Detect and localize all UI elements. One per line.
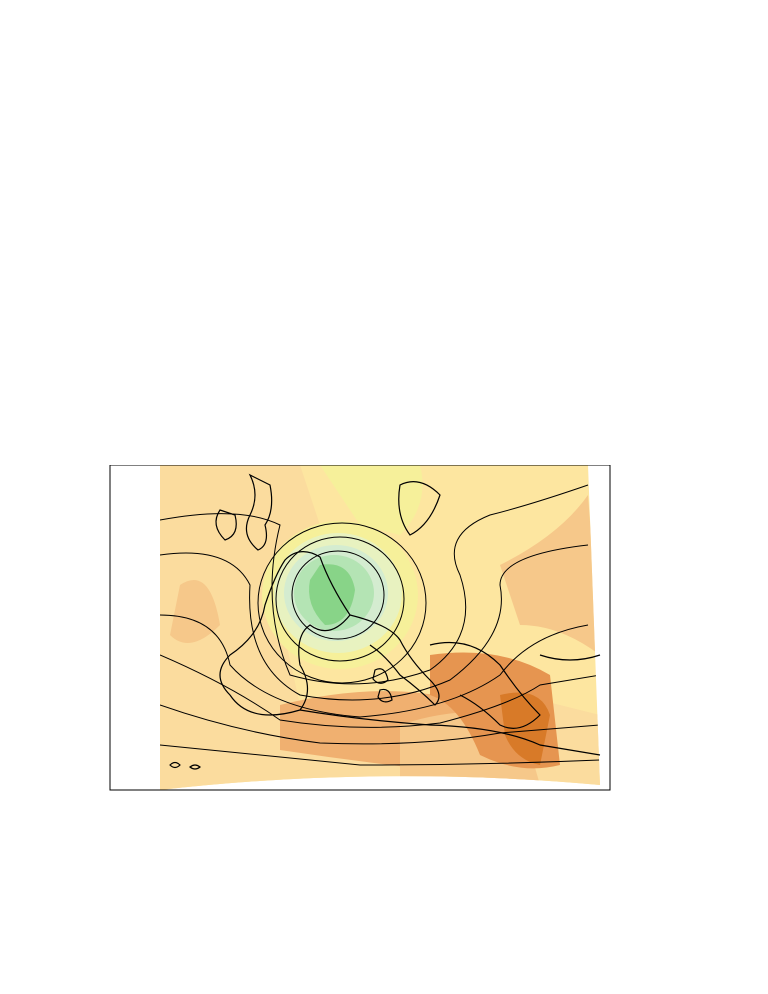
weather-map: [100, 465, 660, 810]
figure-1: [100, 410, 660, 810]
temperature-field: [100, 465, 660, 810]
